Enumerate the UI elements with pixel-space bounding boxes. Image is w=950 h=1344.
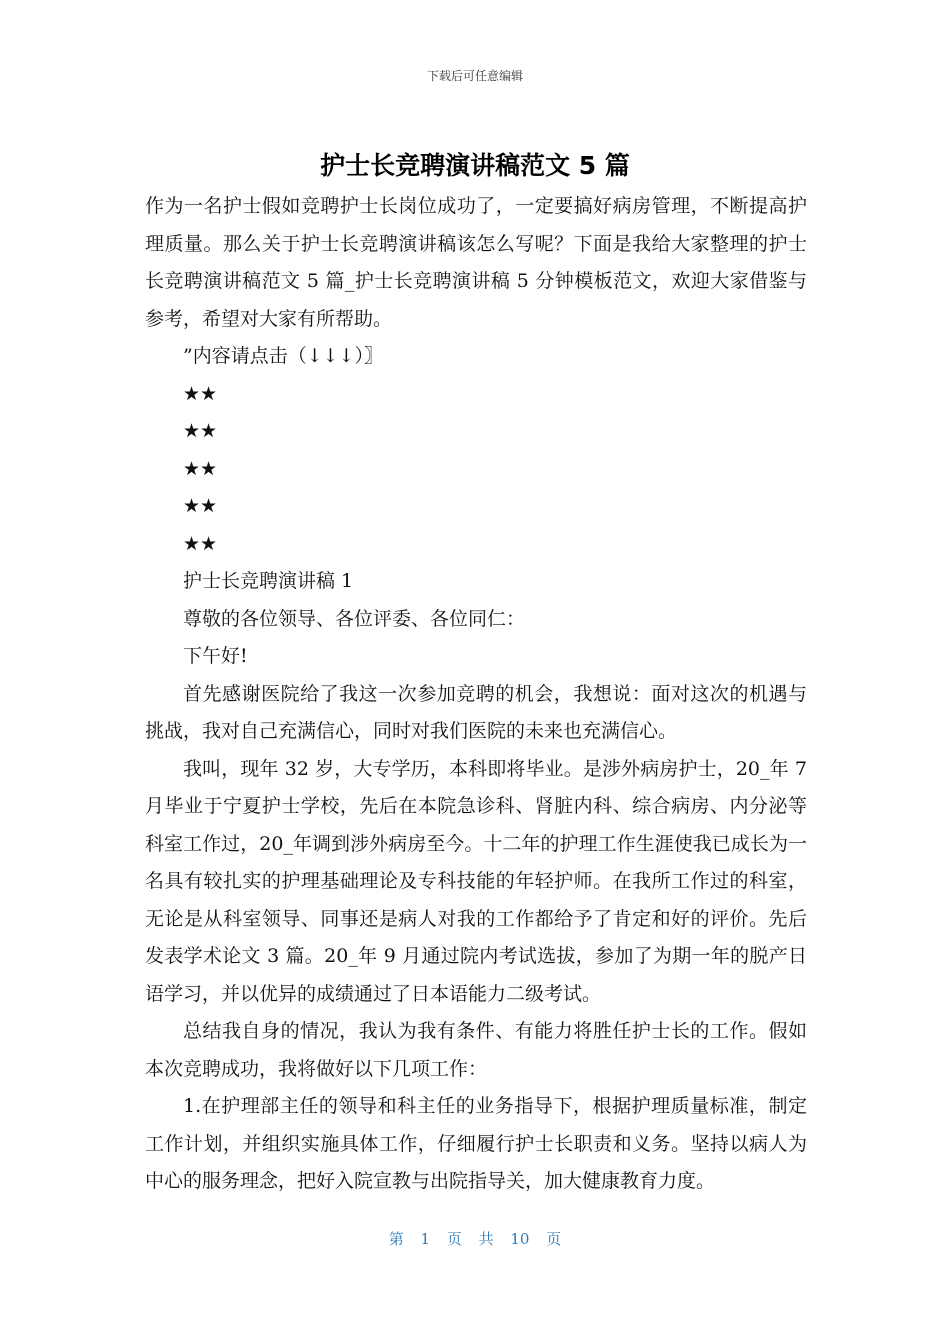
body-paragraph: 我叫，现年 32 岁，大专学历，本科即将毕业。是涉外病房护士，20_年 7 月毕业于宁夏护士学校，先后在本院急诊科、肾脏内科、综合病房、内分泌等科室工作过，20_年调到涉外病房至今。十二年的护理工作生涯使我已成长为一名具有较扎实的护理基础理论及专科技能的年轻护师。在我所工作过的科室，无论是从科室领导、同事还是病人对我的工作都给予了肯定和好的评价。先后发表学术论文 3 篇。20_年 9 月通过院内考试选拔，参加了为期一年的脱产日语学习，并以优异的成绩通过了日本语能力二级考试。 [145, 757, 807, 1005]
body-paragraph: 总结我自身的情况，我认为我有条件、有能力将胜任护士长的工作。假如本次竞聘成功，我将做好以下几项工作： [145, 1020, 807, 1080]
star-divider: ★★ [183, 457, 218, 480]
click-note: ”内容请点击（↓↓↓）〗 [183, 345, 383, 367]
star-divider: ★★ [183, 495, 218, 517]
document-title: 护士长竞聘演讲稿范文 5 篇 [320, 151, 630, 180]
section-heading: 护士长竞聘演讲稿 1 [183, 570, 354, 592]
intro-paragraph: 作为一名护士假如竞聘护士长岗位成功了，一定要搞好病房管理，不断提高护理质量。那么关于护士长竞聘演讲稿该怎么写呢？下面是我给大家整理的护士长竞聘演讲稿范文 5 篇_护士长竞聘演讲稿 5 分钟模板范文，欢迎大家借鉴与参考，希望对大家有所帮助。 [145, 195, 807, 330]
star-divider: ★★ [183, 532, 218, 555]
body-paragraph: 1.在护理部主任的领导和科主任的业务指导下，根据护理质量标准，制定工作计划，并组织实施具体工作，仔细履行护士长职责和义务。坚持以病人为中心的服务理念，把好入院宣教与出院指导关，加大健康教育力度。 [145, 1095, 807, 1192]
document-body [145, 188, 807, 1201]
body-paragraph: 首先感谢医院给了我这一次参加竞聘的机会，我想说：面对这次的机遇与挑战，我对自己充满信心，同时对我们医院的未来也充满信心。 [145, 682, 807, 742]
page-footer: 第 1 页 共 10 页 [388, 1230, 562, 1248]
header-note: 下载后可任意编辑 [426, 69, 523, 83]
greeting: 下午好! [183, 645, 248, 667]
star-divider: ★★ [183, 382, 218, 405]
star-divider: ★★ [183, 420, 218, 442]
salutation: 尊敬的各位领导、各位评委、各位同仁： [183, 607, 526, 630]
